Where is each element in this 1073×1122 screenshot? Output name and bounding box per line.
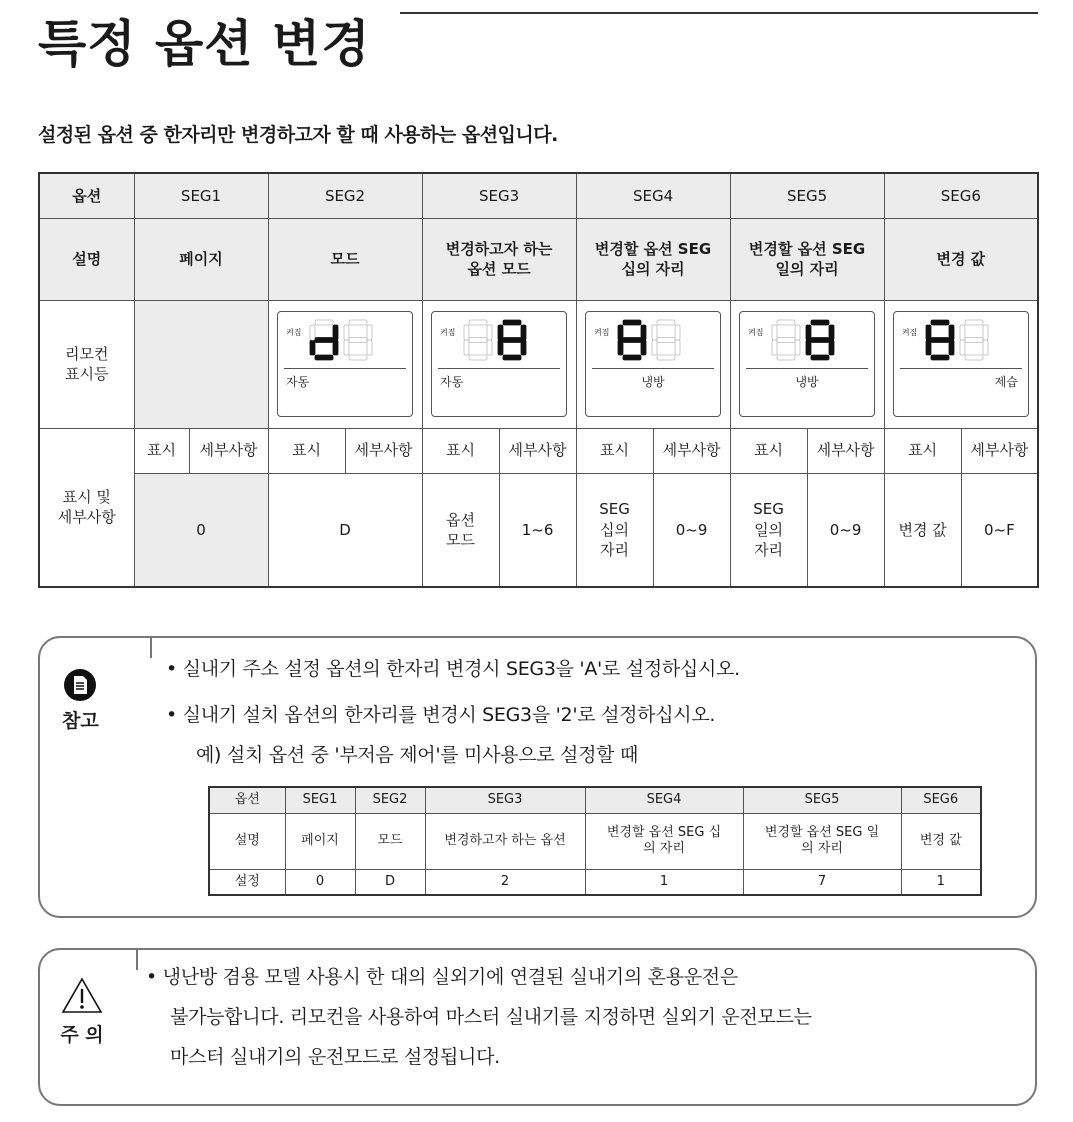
desc-cell: 모드 xyxy=(268,218,422,300)
example-cell: 7 xyxy=(743,869,901,895)
lcd-mode-label: 자동 xyxy=(286,375,310,389)
caution-line: • 냉난방 겸용 모델 사용시 한 대의 실외기에 연결된 실내기의 혼용운전은 xyxy=(146,966,738,988)
remote-display-row xyxy=(39,300,1038,428)
desc-cell: 변경하고자 하는 옵션 모드 xyxy=(422,218,576,300)
lcd-segment xyxy=(344,325,349,340)
lcd-segment xyxy=(367,325,372,340)
lcd-segment xyxy=(349,355,367,360)
lcd-segment xyxy=(315,320,333,325)
lcd-segment xyxy=(503,320,521,325)
lcd-segment xyxy=(469,320,487,325)
caution-label: 주 의 xyxy=(60,1024,104,1046)
empty-cell xyxy=(134,300,268,428)
lcd-segment xyxy=(795,340,800,355)
lcd-segment xyxy=(333,325,338,340)
lcd-segment xyxy=(777,355,795,360)
lcd-segment xyxy=(487,325,492,340)
example-cell: 1 xyxy=(585,869,743,895)
sub-header-cell: 표시 xyxy=(134,428,189,473)
remote-display xyxy=(893,311,1029,417)
lcd-segment xyxy=(623,320,641,325)
lcd-segment xyxy=(829,340,834,355)
lcd-segment xyxy=(772,325,777,340)
lcd-segment xyxy=(931,338,949,343)
box-divider xyxy=(136,948,138,970)
display-cell xyxy=(422,300,576,428)
value-cell: 0~9 xyxy=(653,473,730,587)
desc-cell: 변경할 옵션 SEG 일의 자리 xyxy=(730,218,884,300)
display-cell xyxy=(884,300,1038,428)
lcd-mode-label: 제습 xyxy=(994,375,1018,389)
value-cell: 변경 값 xyxy=(884,473,961,587)
lcd-segment xyxy=(983,325,988,340)
lcd-segment xyxy=(623,338,641,343)
lcd-divider xyxy=(746,368,868,369)
value-cell: SEG 십의 자리 xyxy=(576,473,653,587)
lcd-segment xyxy=(521,340,526,355)
lcd-small-label: 켜짐 xyxy=(440,328,456,337)
lcd-segment xyxy=(310,340,315,355)
value-cell: D xyxy=(268,473,422,587)
example-cell: SEG5 xyxy=(743,787,901,813)
lcd-segment xyxy=(983,340,988,355)
lcd-mode-label: 자동 xyxy=(440,375,464,389)
example-setting-row xyxy=(209,869,981,895)
example-cell: 0 xyxy=(285,869,355,895)
header-cell: SEG2 xyxy=(268,173,422,218)
example-cell: 설명 xyxy=(209,813,285,869)
example-cell: 변경 값 xyxy=(901,813,981,869)
example-cell: 설정 xyxy=(209,869,285,895)
desc-cell: 변경할 옵션 SEG 십의 자리 xyxy=(576,218,730,300)
lcd-segment xyxy=(333,340,338,355)
remote-display xyxy=(277,311,413,417)
row-label: 표시 및 세부사항 xyxy=(39,428,134,587)
header-cell: SEG6 xyxy=(884,173,1038,218)
lcd-segment xyxy=(464,340,469,355)
lcd-segment xyxy=(811,338,829,343)
detail-header-row xyxy=(39,428,1038,473)
value-cell: 0~9 xyxy=(807,473,884,587)
lcd-segment xyxy=(806,340,811,355)
warning-icon xyxy=(60,976,104,1016)
lcd-segment xyxy=(675,325,680,340)
lcd-segment xyxy=(503,338,521,343)
example-header-row xyxy=(209,787,981,813)
lcd-segment xyxy=(926,325,931,340)
document-icon xyxy=(63,668,97,702)
caution-box xyxy=(38,948,1037,1106)
lcd-segment xyxy=(641,340,646,355)
sub-header-cell: 세부사항 xyxy=(653,428,730,473)
example-cell: 옵션 xyxy=(209,787,285,813)
example-cell: 1 xyxy=(901,869,981,895)
example-desc-row xyxy=(209,813,981,869)
lcd-segment xyxy=(464,325,469,340)
lcd-segment xyxy=(315,355,333,360)
header-cell: SEG1 xyxy=(134,173,268,218)
note-bullet: • 실내기 주소 설정 옵션의 한자리 변경시 SEG3을 'A'로 설정하십시오. xyxy=(166,658,740,680)
lcd-segment xyxy=(795,325,800,340)
lcd-mode-label: 냉방 xyxy=(641,375,665,389)
header-cell: SEG4 xyxy=(576,173,730,218)
caution-line: 마스터 실내기의 운전모드로 설정됩니다. xyxy=(170,1046,500,1068)
example-cell: 변경할 옵션 SEG 십의 자리 xyxy=(585,813,743,869)
example-cell: 변경할 옵션 SEG 일의 자리 xyxy=(743,813,901,869)
sub-header-cell: 세부사항 xyxy=(961,428,1038,473)
example-cell: 페이지 xyxy=(285,813,355,869)
example-table xyxy=(208,786,982,896)
example-cell: 변경하고자 하는 옵션 xyxy=(425,813,585,869)
display-cell xyxy=(268,300,422,428)
sub-header-cell: 표시 xyxy=(268,428,345,473)
value-cell: 0 xyxy=(134,473,268,587)
note-label: 참고 xyxy=(62,710,99,732)
lcd-small-label: 켜짐 xyxy=(286,328,302,337)
header-cell: SEG3 xyxy=(422,173,576,218)
title-rule xyxy=(400,12,1038,14)
lcd-segment xyxy=(367,340,372,355)
lcd-segment xyxy=(498,340,503,355)
header-cell: 옵션 xyxy=(39,173,134,218)
sub-header-cell: 표시 xyxy=(576,428,653,473)
lcd-segment xyxy=(618,340,623,355)
example-cell: SEG1 xyxy=(285,787,355,813)
row-label: 리모컨 표시등 xyxy=(39,300,134,428)
sub-header-cell: 표시 xyxy=(884,428,961,473)
lcd-segment xyxy=(641,325,646,340)
lcd-segment xyxy=(960,325,965,340)
table-header-row xyxy=(39,173,1038,218)
sub-header-cell: 표시 xyxy=(422,428,499,473)
lcd-small-label: 켜짐 xyxy=(594,328,610,337)
lcd-segment xyxy=(315,338,333,343)
example-cell: SEG2 xyxy=(355,787,425,813)
lcd-segment xyxy=(949,325,954,340)
lcd-segment xyxy=(521,325,526,340)
example-cell: 2 xyxy=(425,869,585,895)
sub-header-cell: 세부사항 xyxy=(499,428,576,473)
lcd-segment xyxy=(498,325,503,340)
lcd-segment xyxy=(772,340,777,355)
lcd-segment xyxy=(829,325,834,340)
caution-icon-group xyxy=(60,976,104,1047)
lcd-segment xyxy=(657,338,675,343)
lcd-segment xyxy=(965,355,983,360)
lcd-divider xyxy=(900,368,1022,369)
lcd-segment xyxy=(811,355,829,360)
lcd-segment xyxy=(349,338,367,343)
lcd-segment xyxy=(949,340,954,355)
lcd-segment xyxy=(344,340,349,355)
lcd-segment xyxy=(652,325,657,340)
lcd-divider xyxy=(284,368,406,369)
lcd-segment xyxy=(965,320,983,325)
value-cell: 0~F xyxy=(961,473,1038,587)
example-cell: 모드 xyxy=(355,813,425,869)
remote-display xyxy=(585,311,721,417)
value-cell: SEG 일의 자리 xyxy=(730,473,807,587)
sub-header-cell: 세부사항 xyxy=(189,428,268,473)
remote-display xyxy=(431,311,567,417)
note-example: 예) 설치 옵션 중 '부저음 제어'를 미사용으로 설정할 때 xyxy=(196,744,639,766)
lcd-segment xyxy=(469,355,487,360)
value-cell: 1~6 xyxy=(499,473,576,587)
sub-header-cell: 세부사항 xyxy=(345,428,422,473)
remote-display xyxy=(739,311,875,417)
lcd-segment xyxy=(965,338,983,343)
example-cell: SEG3 xyxy=(425,787,585,813)
lcd-segment xyxy=(310,325,315,340)
example-cell: D xyxy=(355,869,425,895)
lcd-segment xyxy=(349,320,367,325)
detail-value-row xyxy=(39,473,1038,587)
lcd-segment xyxy=(960,340,965,355)
lcd-segment xyxy=(675,340,680,355)
example-cell: SEG6 xyxy=(901,787,981,813)
option-table xyxy=(38,172,1039,588)
lcd-segment xyxy=(657,355,675,360)
lcd-segment xyxy=(806,325,811,340)
lcd-divider xyxy=(592,368,714,369)
lcd-small-label: 켜짐 xyxy=(748,328,764,337)
page-title: 특정 옵션 변경 xyxy=(38,15,371,73)
note-icon-group xyxy=(62,668,99,733)
value-cell: 옵션 모드 xyxy=(422,473,499,587)
box-divider xyxy=(150,636,152,658)
lcd-mode-label: 냉방 xyxy=(795,375,819,389)
example-cell: SEG4 xyxy=(585,787,743,813)
lcd-segment xyxy=(777,320,795,325)
display-cell xyxy=(730,300,884,428)
lcd-segment xyxy=(931,355,949,360)
sub-header-cell: 세부사항 xyxy=(807,428,884,473)
lcd-segment xyxy=(487,340,492,355)
lcd-segment xyxy=(618,325,623,340)
lcd-segment xyxy=(469,338,487,343)
note-bullet: • 실내기 설치 옵션의 한자리를 변경시 SEG3을 '2'로 설정하십시오. xyxy=(166,704,716,726)
lcd-divider xyxy=(438,368,560,369)
sub-header-cell: 표시 xyxy=(730,428,807,473)
header-cell: SEG5 xyxy=(730,173,884,218)
lcd-segment xyxy=(652,340,657,355)
lcd-segment xyxy=(811,320,829,325)
desc-row xyxy=(39,218,1038,300)
desc-cell: 페이지 xyxy=(134,218,268,300)
row-label: 설명 xyxy=(39,218,134,300)
lcd-segment xyxy=(503,355,521,360)
lcd-segment xyxy=(657,320,675,325)
lcd-small-label: 켜짐 xyxy=(901,328,918,337)
page-subtitle: 설정된 옵션 중 한자리만 변경하고자 할 때 사용하는 옵션입니다. xyxy=(38,124,558,146)
lcd-segment xyxy=(623,355,641,360)
lcd-segment xyxy=(777,338,795,343)
caution-line: 불가능합니다. 리모컨을 사용하여 마스터 실내기를 지정하면 실외기 운전모드는 xyxy=(170,1006,812,1028)
lcd-segment xyxy=(931,320,949,325)
lcd-segment xyxy=(926,340,931,355)
display-cell xyxy=(576,300,730,428)
desc-cell: 변경 값 xyxy=(884,218,1038,300)
